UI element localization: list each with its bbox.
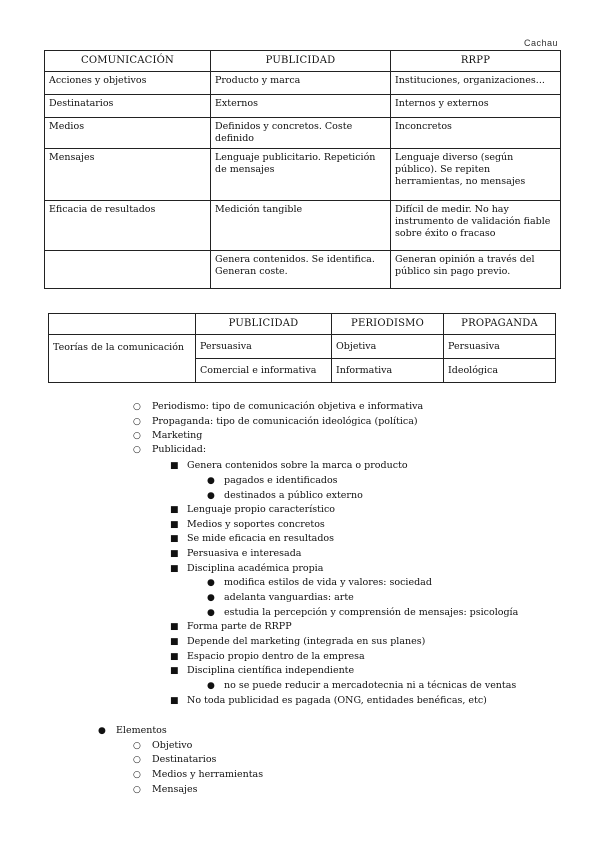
list-item: Marketing (152, 430, 203, 441)
table-cell: Objetiva (332, 335, 444, 359)
table-row (45, 95, 561, 118)
list-item-elementos: Elementos (116, 725, 167, 736)
dot-bullet-icon: ● (207, 578, 215, 588)
table-cell: Eficacia de resultados (45, 201, 211, 251)
table-row (45, 251, 561, 289)
hollow-circle-bullet-icon: ○ (133, 755, 141, 765)
list-item: Publicidad: (152, 444, 207, 455)
table-cell: Instituciones, organizaciones... (391, 72, 561, 95)
table-cell: Ideológica (444, 359, 556, 383)
list-item: Mensajes (152, 784, 198, 795)
list-item: Se mide eficacia en resultados (187, 533, 335, 544)
list-item: Espacio propio dentro de la empresa (187, 651, 365, 662)
square-bullet-icon: ■ (170, 666, 179, 676)
table-row (45, 149, 561, 201)
list-item: modifica estilos de vida y valores: sociedad (224, 577, 432, 588)
theories-table (48, 313, 556, 383)
list-item: No toda publicidad es pagada (ONG, entidades benéficas, etc) (187, 695, 487, 706)
hollow-circle-bullet-icon: ○ (133, 770, 141, 780)
list-item: no se puede reducir a mercadotecnia ni a técnicas de ventas (224, 680, 517, 691)
table-cell: Persuasiva (196, 335, 332, 359)
table-cell: Definidos y concretos. Coste definido (211, 118, 391, 149)
dot-bullet-icon: ● (98, 726, 106, 736)
table-row (45, 72, 561, 95)
list-item: destinados a público externo (224, 490, 363, 501)
table-row (45, 118, 561, 149)
dot-bullet-icon: ● (207, 593, 215, 603)
list-item: Depende del marketing (integrada en sus planes) (187, 636, 426, 647)
table-header-row (49, 314, 556, 335)
table-cell: Acciones y objetivos (45, 72, 211, 95)
table-cell: Informativa (332, 359, 444, 383)
row-label-teorias: Teorías de la comunicación (49, 335, 196, 383)
square-bullet-icon: ■ (170, 696, 179, 706)
hollow-circle-bullet-icon: ○ (133, 741, 141, 751)
square-bullet-icon: ■ (170, 622, 179, 632)
table-cell: Producto y marca (211, 72, 391, 95)
hollow-circle-bullet-icon: ○ (133, 402, 141, 412)
list-item: adelanta vanguardias: arte (224, 592, 354, 603)
list-item: Disciplina científica independiente (187, 665, 355, 676)
hollow-circle-bullet-icon: ○ (133, 417, 141, 427)
table-cell: Generan opinión a través del público sin pago previo. (391, 251, 561, 289)
list-item: Objetivo (152, 740, 193, 751)
square-bullet-icon: ■ (170, 534, 179, 544)
hollow-circle-bullet-icon: ○ (133, 445, 141, 455)
header-comunicacion: COMUNICACIÓN (45, 51, 211, 72)
table-cell: Comercial e informativa (196, 359, 332, 383)
table-cell (45, 251, 211, 289)
comparison-table-comunicacion (44, 50, 561, 289)
table-cell: Persuasiva (444, 335, 556, 359)
list-item: Destinatarios (152, 754, 217, 765)
hollow-circle-bullet-icon: ○ (133, 785, 141, 795)
dot-bullet-icon: ● (207, 476, 215, 486)
list-item: Lenguaje propio característico (187, 504, 336, 515)
list-item: Medios y soportes concretos (187, 519, 325, 530)
square-bullet-icon: ■ (170, 637, 179, 647)
table-cell: Internos y externos (391, 95, 561, 118)
dot-bullet-icon: ● (207, 681, 215, 691)
list-item: Propaganda: tipo de comunicación ideológica (política) (152, 416, 418, 427)
square-bullet-icon: ■ (170, 461, 179, 471)
square-bullet-icon: ■ (170, 652, 179, 662)
table-row (49, 335, 556, 359)
table-cell: Destinatarios (45, 95, 211, 118)
list-item: Disciplina académica propia (187, 563, 324, 574)
table-cell: Lenguaje diverso (según público). Se repiten herramientas, no mensajes (391, 149, 561, 201)
table-cell: Genera contenidos. Se identifica. Generan coste. (211, 251, 391, 289)
square-bullet-icon: ■ (170, 549, 179, 559)
hollow-circle-bullet-icon: ○ (133, 431, 141, 441)
list-item: Persuasiva e interesada (187, 548, 302, 559)
square-bullet-icon: ■ (170, 564, 179, 574)
list-item: Genera contenidos sobre la marca o producto (187, 460, 408, 471)
dot-bullet-icon: ● (207, 608, 215, 618)
square-bullet-icon: ■ (170, 520, 179, 530)
header-publicidad: PUBLICIDAD (196, 314, 332, 335)
header-periodismo: PERIODISMO (332, 314, 444, 335)
header-publicidad: PUBLICIDAD (211, 51, 391, 72)
table-cell: Medios (45, 118, 211, 149)
table-header-row (45, 51, 561, 72)
author-name: Cachau (523, 38, 558, 48)
dot-bullet-icon: ● (207, 491, 215, 501)
table-cell: Lenguaje publicitario. Repetición de mensajes (211, 149, 391, 201)
table-row (45, 201, 561, 251)
table-cell: Medición tangible (211, 201, 391, 251)
table-cell: Externos (211, 95, 391, 118)
table-cell: Mensajes (45, 149, 211, 201)
header-propaganda: PROPAGANDA (444, 314, 556, 335)
table-cell: Inconcretos (391, 118, 561, 149)
square-bullet-icon: ■ (170, 505, 179, 515)
header-rrpp: RRPP (391, 51, 561, 72)
header-empty (49, 314, 196, 335)
list-item: Periodismo: tipo de comunicación objetiva e informativa (152, 401, 424, 412)
list-item: estudia la percepción y comprensión de mensajes: psicología (224, 607, 519, 618)
table-cell: Difícil de medir. No hay instrumento de validación fiable sobre éxito o fracaso (391, 201, 561, 251)
list-item: Medios y herramientas (152, 769, 264, 780)
list-item: pagados e identificados (224, 475, 338, 486)
list-item: Forma parte de RRPP (187, 621, 292, 632)
